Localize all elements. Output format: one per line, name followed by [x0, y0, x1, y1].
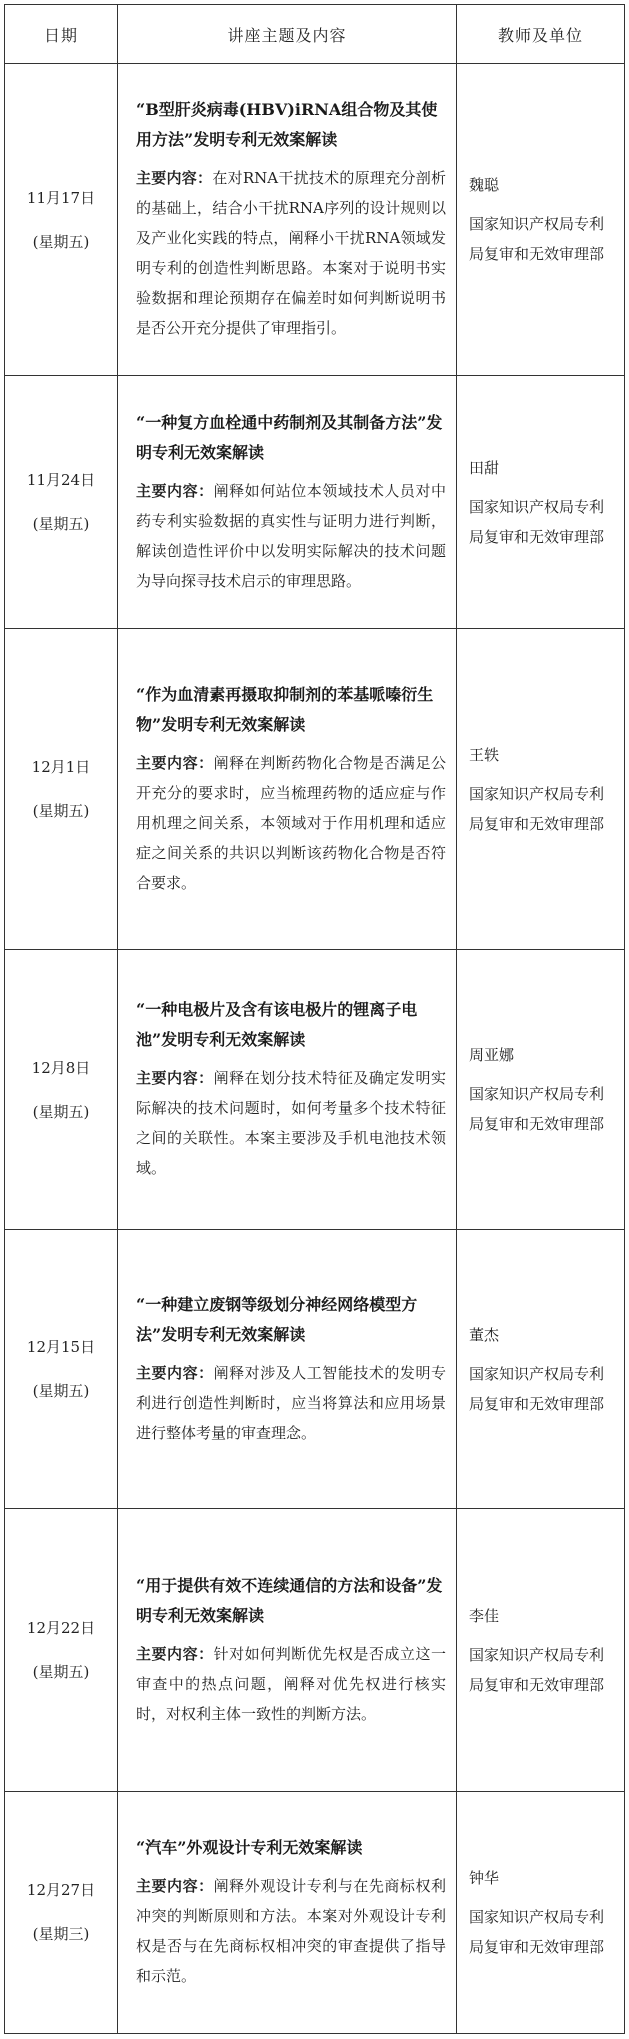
teacher-cell [457, 1230, 625, 1509]
content-text: 阐释在划分技术特征及确定发明实际解决的技术问题时，如何考量多个技术特征之间的关联性。本案主要涉及手机电池技术领域。 [136, 1069, 446, 1178]
lecture-content [136, 748, 446, 898]
date-cell [5, 950, 118, 1230]
weekday-text: (星期五) [32, 515, 90, 534]
lecture-content [136, 1639, 446, 1729]
lecture-title: “一种复方血栓通中药制剂及其制备方法”发明专利无效案解读 [136, 412, 443, 462]
date-cell [5, 64, 118, 376]
date-cell [5, 629, 118, 950]
date-text: 11月17日 [26, 188, 96, 207]
lecture-content [136, 163, 446, 343]
header-teacher: 教师及单位 [457, 5, 625, 64]
date-text: 11月24日 [26, 471, 96, 490]
teacher-cell [457, 1509, 625, 1791]
weekday-text: (星期三) [32, 1925, 90, 1944]
topic-cell [118, 950, 457, 1230]
date-cell [5, 1791, 118, 2033]
content-text: 阐释如何站位本领域技术人员对中药专利实验数据的真实性与证明力进行判断，解读创造性评价中以发明实际解决的技术问题为导向探寻技术启示的审理思路。 [136, 481, 446, 590]
topic-cell [118, 1791, 457, 2033]
lecture-content [136, 1358, 446, 1448]
date-text: 12月22日 [26, 1619, 96, 1637]
teacher-name: 李佳 [469, 1606, 500, 1625]
lecture-schedule-table [4, 4, 625, 2034]
teacher-org: 国家知识产权局专利局复审和无效审理部 [469, 1085, 605, 1134]
lecture-title: “作为血清素再摄取抑制剂的苯基哌嗪衍生物”发明专利无效案解读 [136, 684, 434, 734]
topic-cell [118, 376, 457, 629]
table-row [5, 376, 625, 629]
teacher-org: 国家知识产权局专利局复审和无效审理部 [469, 1907, 605, 1956]
lecture-title: “用于提供有效不连续通信的方法和设备”发明专利无效案解读 [136, 1575, 443, 1625]
date-text: 12月1日 [31, 758, 91, 777]
weekday-text: (星期五) [32, 1663, 90, 1681]
lecture-content [136, 1063, 446, 1183]
content-label: 主要内容： [136, 1069, 214, 1088]
lecture-content [136, 1871, 446, 1991]
teacher-cell [457, 629, 625, 950]
date-cell [5, 1509, 118, 1791]
header-date: 日期 [5, 5, 118, 64]
topic-cell [118, 629, 457, 950]
weekday-text: (星期五) [32, 1102, 90, 1121]
teacher-org: 国家知识产权局专利局复审和无效审理部 [469, 784, 605, 833]
teacher-name: 王轶 [469, 745, 500, 764]
teacher-org: 国家知识产权局专利局复审和无效审理部 [469, 1645, 605, 1694]
content-label: 主要内容： [136, 481, 214, 500]
teacher-name: 周亚娜 [469, 1046, 515, 1065]
topic-cell [118, 1230, 457, 1509]
teacher-cell [457, 64, 625, 376]
content-text: 阐释对涉及人工智能技术的发明专利进行创造性判断时，应当将算法和应用场景进行整体考量的审查理念。 [136, 1363, 446, 1442]
content-label: 主要内容： [136, 753, 214, 772]
table-row [5, 1791, 625, 2033]
topic-cell [118, 64, 457, 376]
date-text: 12月15日 [26, 1338, 96, 1357]
teacher-org: 国家知识产权局专利局复审和无效审理部 [469, 215, 605, 264]
date-text: 12月27日 [26, 1881, 96, 1900]
content-text: 在对RNA干扰技术的原理充分剖析的基础上，结合小干扰RNA序列的设计规则以及产业化实践的特点，阐释小干扰RNA领域发明专利的创造性判断思路。本案对于说明书实验数据和理论预期存在偏差时如何判断说明书是否公开充分提供了审理指引。 [136, 169, 446, 338]
content-label: 主要内容： [136, 1363, 214, 1382]
header-topic: 讲座主题及内容 [118, 5, 457, 64]
lecture-content [136, 476, 446, 596]
teacher-name: 钟华 [469, 1868, 500, 1887]
weekday-text: (星期五) [32, 1382, 90, 1401]
content-text: 针对如何判断优先权是否成立这一审查中的热点问题，阐释对优先权进行核实时，对权利主体一致性的判断方法。 [136, 1644, 446, 1723]
teacher-cell [457, 376, 625, 629]
date-cell [5, 1230, 118, 1509]
content-label: 主要内容： [136, 169, 213, 188]
weekday-text: (星期五) [32, 802, 90, 821]
table-row [5, 629, 625, 950]
topic-cell [118, 1509, 457, 1791]
date-text: 12月8日 [31, 1058, 91, 1077]
teacher-cell [457, 1791, 625, 2033]
teacher-name: 田甜 [469, 458, 500, 477]
content-label: 主要内容： [136, 1876, 214, 1895]
content-text: 阐释外观设计专利与在先商标权利冲突的判断原则和方法。本案对外观设计专利权是否与在先商标权相冲突的审查提供了指导和示范。 [136, 1876, 446, 1985]
table-row [5, 1509, 625, 1791]
content-label: 主要内容： [136, 1644, 214, 1663]
date-cell [5, 376, 118, 629]
lecture-title: “汽车”外观设计专利无效案解读 [136, 1837, 363, 1857]
table-header-row [5, 5, 625, 64]
teacher-name: 董杰 [469, 1325, 500, 1344]
teacher-org: 国家知识产权局专利局复审和无效审理部 [469, 497, 605, 546]
lecture-title: “一种建立废钢等级划分神经网络模型方法”发明专利无效案解读 [136, 1294, 418, 1344]
content-text: 阐释在判断药物化合物是否满足公开充分的要求时，应当梳理药物的适应症与作用机理之间关系，本领域对于作用机理和适应症之间关系的共识以判断该药物化合物是否符合要求。 [136, 753, 446, 892]
table-row [5, 1230, 625, 1509]
lecture-title: “B型肝炎病毒(HBV)iRNA组合物及其使用方法”发明专利无效案解读 [136, 100, 438, 150]
weekday-text: (星期五) [32, 232, 90, 251]
teacher-cell [457, 950, 625, 1230]
table-row [5, 950, 625, 1230]
teacher-org: 国家知识产权局专利局复审和无效审理部 [469, 1364, 605, 1413]
lecture-title: “一种电极片及含有该电极片的锂离子电池”发明专利无效案解读 [136, 1000, 418, 1050]
teacher-name: 魏聪 [469, 176, 500, 195]
table-row [5, 64, 625, 376]
